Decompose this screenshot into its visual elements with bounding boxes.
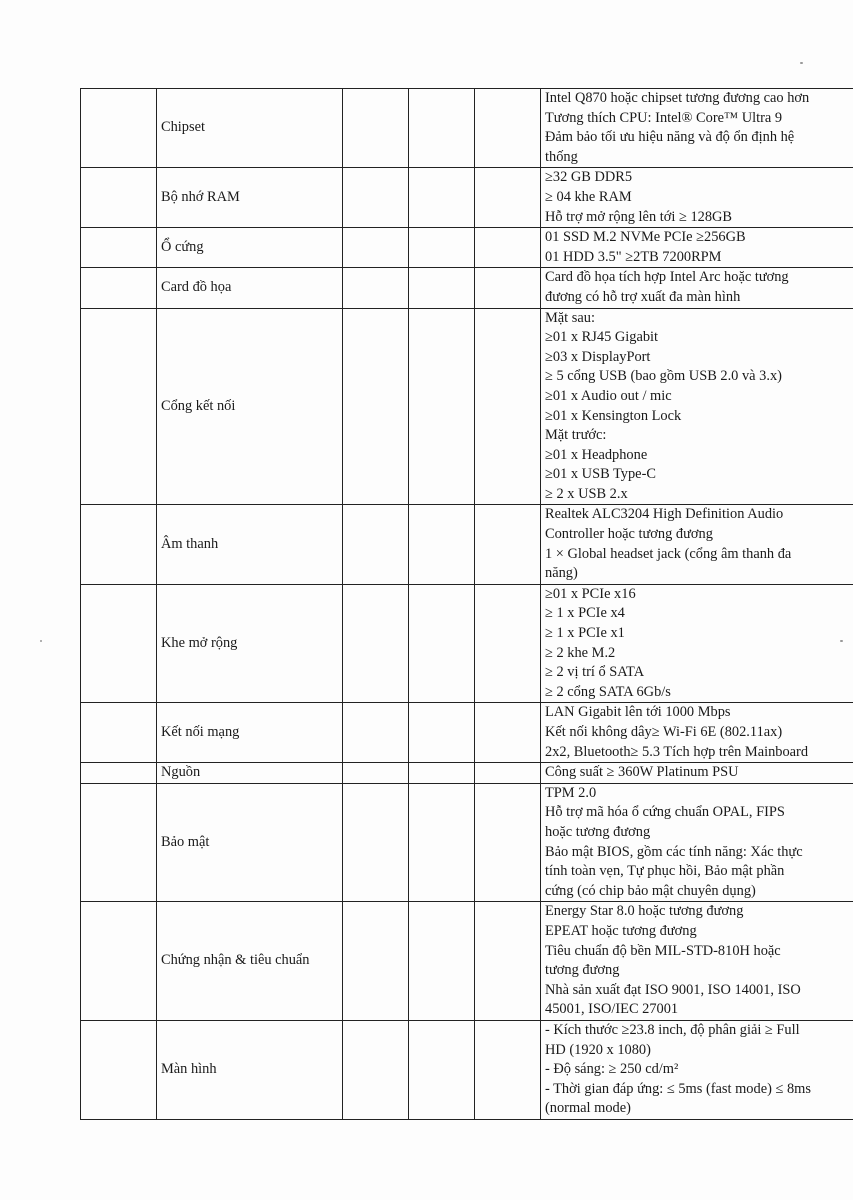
spec-row bbox=[81, 783, 853, 902]
empty-cell bbox=[409, 505, 475, 584]
empty-cell bbox=[343, 308, 409, 505]
component-name-cell: Nguồn bbox=[157, 763, 343, 784]
spec-row bbox=[81, 168, 853, 228]
spec-description-cell bbox=[541, 168, 853, 228]
spec-description-cell bbox=[541, 783, 853, 902]
spec-line: năng) bbox=[545, 565, 578, 582]
component-name-cell: Âm thanh bbox=[157, 505, 343, 584]
component-name-cell: Cổng kết nối bbox=[157, 308, 343, 505]
spec-line: Intel Q870 hoặc chipset tương đương cao hơn bbox=[545, 90, 810, 106]
component-name-cell: Card đồ họa bbox=[157, 268, 343, 308]
empty-cell bbox=[343, 268, 409, 308]
empty-cell bbox=[475, 268, 541, 308]
stt-cell bbox=[81, 308, 157, 505]
spec-line: Đảm bảo tối ưu hiệu năng và độ ổn định hệ bbox=[545, 129, 795, 146]
scan-speck bbox=[840, 640, 843, 642]
spec-line: ≥ 2 vị trí ổ SATA bbox=[545, 664, 645, 681]
spec-row bbox=[81, 703, 853, 763]
spec-line: 01 SSD M.2 NVMe PCIe ≥256GB bbox=[545, 229, 746, 246]
spec-line: Nhà sản xuất đạt ISO 9001, ISO 14001, ISO bbox=[545, 981, 801, 998]
component-name-cell: Khe mở rộng bbox=[157, 584, 343, 703]
component-name-cell: Bảo mật bbox=[157, 783, 343, 902]
empty-cell bbox=[409, 783, 475, 902]
spec-description-cell bbox=[541, 703, 853, 763]
spec-description-cell bbox=[541, 1020, 853, 1119]
spec-line: hoặc tương đương bbox=[545, 823, 651, 840]
empty-cell bbox=[343, 89, 409, 168]
spec-line: thống bbox=[545, 148, 578, 165]
component-name-cell: Kết nối mạng bbox=[157, 703, 343, 763]
spec-description-cell bbox=[541, 89, 853, 168]
spec-row bbox=[81, 763, 853, 784]
spec-line: Energy Star 8.0 hoặc tương đương bbox=[545, 903, 744, 920]
spec-line: ≥ 04 khe RAM bbox=[545, 188, 632, 205]
empty-cell bbox=[475, 308, 541, 505]
spec-line: Tương thích CPU: Intel® Core™ Ultra 9 bbox=[545, 109, 783, 126]
spec-line: LAN Gigabit lên tới 1000 Mbps bbox=[545, 704, 731, 721]
empty-cell bbox=[409, 902, 475, 1021]
component-name-cell: Màn hình bbox=[157, 1020, 343, 1119]
spec-line: Hỗ trợ mở rộng lên tới ≥ 128GB bbox=[545, 208, 733, 225]
spec-line: ≥ 1 x PCIe x1 bbox=[545, 625, 625, 642]
spec-row bbox=[81, 89, 853, 168]
spec-line: 45001, ISO/IEC 27001 bbox=[545, 1001, 679, 1018]
empty-cell bbox=[475, 89, 541, 168]
spec-line: ≥01 x Audio out / mic bbox=[545, 387, 672, 404]
stt-cell bbox=[81, 763, 157, 784]
stt-cell bbox=[81, 584, 157, 703]
empty-cell bbox=[475, 584, 541, 703]
spec-line: ≥32 GB DDR5 bbox=[545, 169, 633, 186]
spec-line: ≥01 x RJ45 Gigabit bbox=[545, 329, 659, 346]
spec-row bbox=[81, 1020, 853, 1119]
spec-line: TPM 2.0 bbox=[545, 784, 597, 801]
stt-cell bbox=[81, 268, 157, 308]
spec-line: Realtek ALC3204 High Definition Audio bbox=[545, 506, 784, 523]
spec-line: ≥ 2 x USB 2.x bbox=[545, 485, 628, 502]
stt-cell bbox=[81, 168, 157, 228]
spec-description-cell bbox=[541, 505, 853, 584]
empty-cell bbox=[409, 584, 475, 703]
spec-description-cell bbox=[541, 763, 853, 784]
spec-line: 2x2, Bluetooth≥ 5.3 Tích hợp trên Mainboard bbox=[545, 743, 809, 760]
empty-cell bbox=[409, 1020, 475, 1119]
spec-line: - Kích thước ≥23.8 inch, độ phân giải ≥ Full bbox=[545, 1021, 800, 1038]
spec-line: ≥ 2 khe M.2 bbox=[545, 644, 616, 661]
empty-cell bbox=[343, 703, 409, 763]
empty-cell bbox=[343, 763, 409, 784]
spec-line: Bảo mật BIOS, gồm các tính năng: Xác thực bbox=[545, 843, 803, 860]
spec-row bbox=[81, 308, 853, 505]
component-name-cell: Bộ nhớ RAM bbox=[157, 168, 343, 228]
spec-description-cell bbox=[541, 584, 853, 703]
spec-line: - Thời gian đáp ứng: ≤ 5ms (fast mode) ≤ 8ms bbox=[545, 1080, 811, 1097]
spec-line: cứng (có chip bảo mật chuyên dụng) bbox=[545, 882, 756, 899]
spec-line: 01 HDD 3.5" ≥2TB 7200RPM bbox=[545, 248, 722, 265]
spec-description-cell bbox=[541, 902, 853, 1021]
spec-description-cell bbox=[541, 268, 853, 308]
empty-cell bbox=[409, 763, 475, 784]
spec-line: ≥01 x Kensington Lock bbox=[545, 407, 682, 424]
spec-line: EPEAT hoặc tương đương bbox=[545, 922, 697, 939]
stt-cell bbox=[81, 1020, 157, 1119]
empty-cell bbox=[409, 703, 475, 763]
spec-row bbox=[81, 584, 853, 703]
spec-line: ≥01 x Headphone bbox=[545, 446, 648, 463]
spec-line: đương có hỗ trợ xuất đa màn hình bbox=[545, 288, 741, 305]
spec-row bbox=[81, 268, 853, 308]
spec-line: Mặt sau: bbox=[545, 309, 595, 326]
spec-line: ≥01 x PCIe x16 bbox=[545, 585, 636, 602]
component-name-cell: Chipset bbox=[157, 89, 343, 168]
spec-line: Mặt trước: bbox=[545, 427, 607, 444]
spec-description-cell bbox=[541, 228, 853, 268]
empty-cell bbox=[409, 308, 475, 505]
empty-cell bbox=[409, 168, 475, 228]
spec-line: ≥01 x USB Type-C bbox=[545, 466, 656, 483]
empty-cell bbox=[343, 1020, 409, 1119]
empty-cell bbox=[343, 228, 409, 268]
spec-row bbox=[81, 505, 853, 584]
spec-description-cell bbox=[541, 308, 853, 505]
spec-line: Tiêu chuẩn độ bền MIL-STD-810H hoặc bbox=[545, 942, 781, 959]
spec-line: Controller hoặc tương đương bbox=[545, 526, 713, 543]
stt-cell bbox=[81, 228, 157, 268]
empty-cell bbox=[343, 584, 409, 703]
empty-cell bbox=[475, 505, 541, 584]
spec-row bbox=[81, 902, 853, 1021]
empty-cell bbox=[343, 783, 409, 902]
stt-cell bbox=[81, 703, 157, 763]
stt-cell bbox=[81, 505, 157, 584]
empty-cell bbox=[475, 168, 541, 228]
stt-cell bbox=[81, 902, 157, 1021]
empty-cell bbox=[475, 902, 541, 1021]
spec-line: tương đương bbox=[545, 962, 620, 979]
component-name-cell: Ổ cứng bbox=[157, 228, 343, 268]
spec-line: 1 × Global headset jack (cổng âm thanh đa bbox=[545, 545, 792, 562]
empty-cell bbox=[475, 763, 541, 784]
spec-line: tính toàn vẹn, Tự phục hồi, Bảo mật phần bbox=[545, 863, 785, 880]
spec-line: ≥ 2 cổng SATA 6Gb/s bbox=[545, 683, 671, 700]
stt-cell bbox=[81, 783, 157, 902]
spec-line: Card đồ họa tích hợp Intel Arc hoặc tương bbox=[545, 269, 789, 286]
empty-cell bbox=[475, 228, 541, 268]
spec-line: Hỗ trợ mã hóa ổ cứng chuẩn OPAL, FIPS bbox=[545, 804, 785, 821]
empty-cell bbox=[475, 703, 541, 763]
spec-line: ≥03 x DisplayPort bbox=[545, 348, 651, 365]
empty-cell bbox=[409, 268, 475, 308]
spec-line: HD (1920 x 1080) bbox=[545, 1041, 651, 1058]
scan-speck bbox=[800, 62, 803, 64]
component-name-cell: Chứng nhận & tiêu chuẩn bbox=[157, 902, 343, 1021]
scan-speck bbox=[40, 640, 42, 642]
empty-cell bbox=[475, 783, 541, 902]
empty-cell bbox=[475, 1020, 541, 1119]
empty-cell bbox=[343, 505, 409, 584]
spec-line: Kết nối không dây≥ Wi-Fi 6E (802.11ax) bbox=[545, 724, 783, 740]
spec-line: ≥ 1 x PCIe x4 bbox=[545, 605, 625, 622]
empty-cell bbox=[343, 168, 409, 228]
empty-cell bbox=[409, 228, 475, 268]
spec-table bbox=[80, 88, 853, 1120]
stt-cell bbox=[81, 89, 157, 168]
spec-line: (normal mode) bbox=[545, 1100, 631, 1117]
empty-cell bbox=[343, 902, 409, 1021]
spec-row bbox=[81, 228, 853, 268]
empty-cell bbox=[409, 89, 475, 168]
spec-line: Công suất ≥ 360W Platinum PSU bbox=[545, 764, 739, 781]
spec-line: ≥ 5 cổng USB (bao gồm USB 2.0 và 3.x) bbox=[545, 368, 782, 385]
spec-line: - Độ sáng: ≥ 250 cd/m² bbox=[545, 1061, 679, 1078]
